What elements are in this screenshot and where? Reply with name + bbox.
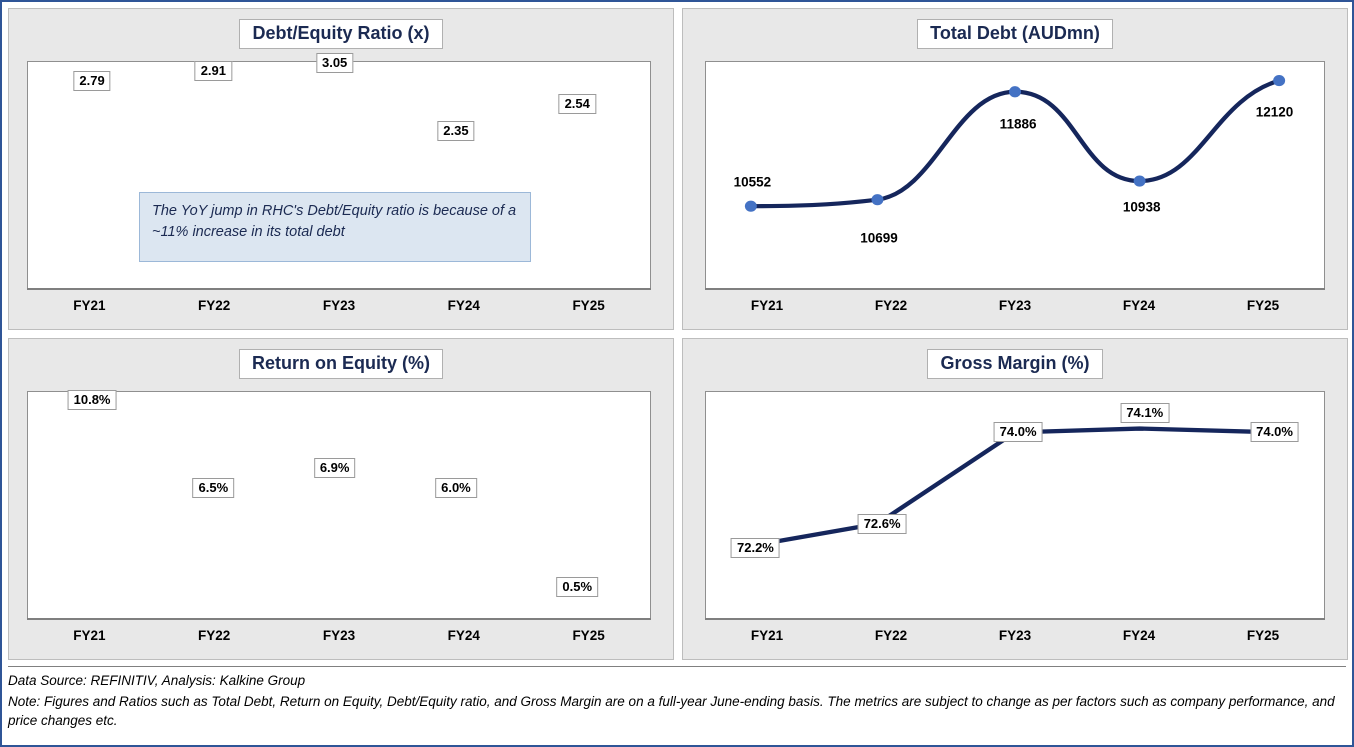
line-series-gross-margin [706, 392, 1324, 618]
plot-area-roe [27, 391, 651, 619]
footer-note: Note: Figures and Ratios such as Total Debt, Return on Equity, Debt/Equity ratio, and Gross Margin are on a full-year June-ending basis. The metrics are subject to change as per factors such as company performance, and price changes etc. [8, 693, 1335, 729]
panel-title-text: Total Debt (AUDmn) [917, 19, 1113, 49]
bar-series-roe [28, 392, 650, 618]
total-debt-line-svg [706, 62, 1324, 288]
panel-title-text: Debt/Equity Ratio (x) [239, 19, 442, 49]
x-tick-fy23: FY23 [998, 298, 1032, 313]
point-label-fy25: 12120 [1255, 104, 1294, 120]
panel-title-debt-equity [9, 19, 673, 49]
x-tick-fy22: FY22 [198, 628, 231, 643]
x-axis-debt-equity [27, 288, 651, 290]
plot-area-total-debt [705, 61, 1325, 289]
callout-note: The YoY jump in RHC's Debt/Equity ratio is because of a ~11% increase in its total debt [139, 192, 531, 262]
x-tick-fy25: FY25 [572, 628, 605, 643]
x-tick-fy23: FY23 [322, 628, 356, 643]
panel-title-text: Gross Margin (%) [927, 349, 1102, 379]
panel-title-text: Return on Equity (%) [239, 349, 443, 379]
point-label-fy23: 11886 [999, 116, 1037, 132]
point-label-fy22: 10699 [860, 230, 898, 246]
bar-value-label-fy21: 2.79 [73, 71, 110, 91]
bar-value-label-fy24: 2.35 [437, 121, 474, 141]
x-axis-labels-roe [27, 628, 651, 643]
x-tick-fy23: FY23 [322, 298, 356, 313]
point-label-fy25: 74.0% [1250, 422, 1299, 442]
x-tick-fy25: FY25 [1246, 628, 1280, 643]
x-axis-total-debt [705, 288, 1325, 290]
bar-value-label-fy25: 0.5% [556, 577, 598, 597]
x-tick-fy23: FY23 [998, 628, 1032, 643]
x-tick-fy22: FY22 [874, 628, 908, 643]
x-tick-fy24: FY24 [447, 628, 480, 643]
point-label-fy21: 10552 [733, 174, 772, 190]
point-label-fy22: 72.6% [858, 514, 907, 534]
panel-title-roe [9, 349, 673, 379]
x-tick-fy24: FY24 [1122, 298, 1156, 313]
footer-source: Data Source: REFINITIV, Analysis: Kalkine Group [8, 673, 306, 688]
x-axis-roe [27, 618, 651, 620]
point-label-fy24: 10938 [1122, 199, 1161, 215]
bar-value-label-fy22: 2.91 [195, 61, 232, 81]
x-tick-fy22: FY22 [198, 298, 231, 313]
point-label-fy21: 72.2% [731, 538, 780, 558]
x-axis-labels-total-debt [705, 298, 1325, 313]
footer [8, 666, 1346, 732]
chart-grid [8, 8, 1348, 660]
panel-total-debt [682, 8, 1348, 330]
panel-debt-equity [8, 8, 674, 330]
x-tick-fy25: FY25 [572, 298, 605, 313]
x-axis-gross-margin [705, 618, 1325, 620]
bar-value-label-fy23: 6.9% [314, 458, 356, 478]
footer-divider [8, 666, 1346, 667]
panel-return-on-equity [8, 338, 674, 660]
x-axis-labels-debt-equity [27, 298, 651, 313]
panel-title-gross-margin [683, 349, 1347, 379]
x-tick-fy21: FY21 [73, 298, 106, 313]
point-label-fy23: 74.0% [994, 422, 1043, 442]
bar-value-label-fy25: 2.54 [559, 94, 596, 114]
plot-area-gross-margin [705, 391, 1325, 619]
bar-value-label-fy24: 6.0% [435, 478, 477, 498]
x-tick-fy24: FY24 [1122, 628, 1156, 643]
x-tick-fy21: FY21 [750, 628, 784, 643]
x-tick-fy25: FY25 [1246, 298, 1280, 313]
x-tick-fy21: FY21 [750, 298, 784, 313]
panel-title-total-debt [683, 19, 1347, 49]
bar-value-label-fy22: 6.5% [193, 478, 235, 498]
panel-gross-margin [682, 338, 1348, 660]
point-label-fy24: 74.1% [1120, 403, 1169, 423]
bar-value-label-fy23: 3.05 [316, 53, 353, 73]
bar-value-label-fy21: 10.8% [68, 390, 117, 410]
x-tick-fy24: FY24 [447, 298, 480, 313]
x-tick-fy21: FY21 [73, 628, 106, 643]
x-tick-fy22: FY22 [874, 298, 908, 313]
line-series-total-debt [706, 62, 1324, 288]
x-axis-labels-gross-margin [705, 628, 1325, 643]
